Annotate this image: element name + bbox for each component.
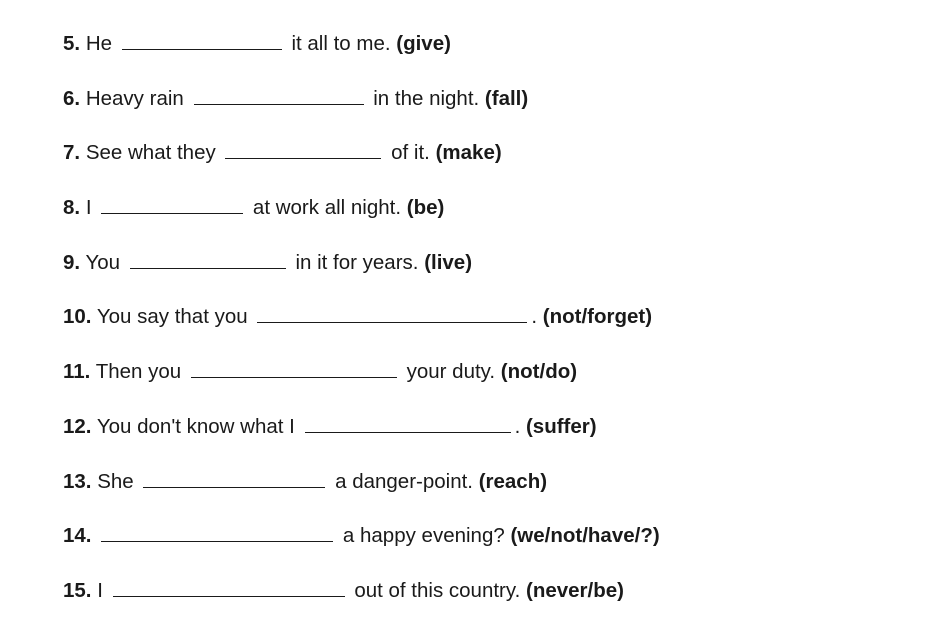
exercise-item bbox=[63, 468, 903, 523]
sentence-end: at work all night. bbox=[252, 196, 402, 220]
item-number: 15. bbox=[63, 578, 92, 602]
exercise-item bbox=[63, 522, 903, 577]
sentence-start: Heavy rain bbox=[85, 86, 184, 110]
verb-hint: (be) bbox=[406, 196, 445, 220]
sentence-start: You bbox=[85, 250, 121, 274]
sentence-start: I bbox=[85, 196, 92, 220]
verb-hint: (give) bbox=[396, 32, 451, 55]
answer-blank[interactable] bbox=[191, 358, 397, 378]
item-number: 7. bbox=[63, 141, 81, 165]
verb-hint: (fall) bbox=[484, 86, 529, 110]
verb-hint: (never/be) bbox=[526, 578, 624, 602]
sentence-end: a happy evening? bbox=[342, 524, 505, 548]
verb-hint: (not/forget) bbox=[542, 305, 653, 329]
answer-blank[interactable] bbox=[225, 139, 381, 159]
answer-blank[interactable] bbox=[130, 249, 286, 269]
answer-blank[interactable] bbox=[101, 194, 243, 214]
verb-hint: (suffer) bbox=[525, 414, 597, 438]
sentence-end: of it. bbox=[391, 141, 430, 165]
exercise-item bbox=[63, 194, 903, 249]
sentence-start: You say that you bbox=[96, 305, 248, 329]
sentence-end: out of this country. bbox=[354, 578, 521, 602]
sentence-start: Then you bbox=[95, 360, 182, 384]
item-number: 10. bbox=[63, 305, 92, 329]
sentence-start: She bbox=[97, 469, 134, 493]
exercise-item bbox=[63, 30, 903, 85]
item-number: 14. bbox=[63, 524, 92, 548]
answer-blank[interactable] bbox=[101, 522, 333, 542]
exercise-item bbox=[63, 85, 903, 140]
verb-hint: (we/not/have/?) bbox=[510, 524, 660, 548]
answer-blank[interactable] bbox=[143, 468, 325, 488]
sentence-end: it all to me. bbox=[291, 32, 391, 55]
verb-hint: (live) bbox=[424, 250, 473, 274]
item-number: 11. bbox=[63, 360, 91, 384]
answer-blank[interactable] bbox=[194, 85, 364, 105]
sentence-start: See what they bbox=[85, 141, 216, 165]
sentence-start: I bbox=[97, 578, 103, 602]
sentence-end: a danger-point. bbox=[335, 469, 473, 493]
item-number: 13. bbox=[63, 469, 92, 493]
item-number: 5. bbox=[63, 32, 81, 55]
sentence-end: in it for years. bbox=[295, 250, 419, 274]
item-number: 9. bbox=[63, 250, 81, 274]
verb-hint: (make) bbox=[435, 141, 502, 165]
exercise-item bbox=[63, 303, 903, 358]
sentence-end: in the night. bbox=[373, 86, 480, 110]
verb-hint: (reach) bbox=[478, 469, 548, 493]
sentence-end: . bbox=[514, 414, 521, 438]
sentence-end: . bbox=[531, 305, 538, 329]
sentence-end: your duty. bbox=[406, 360, 496, 384]
item-number: 8. bbox=[63, 196, 81, 220]
answer-blank[interactable] bbox=[122, 30, 282, 50]
exercise-item bbox=[63, 139, 903, 194]
verb-hint: (not/do) bbox=[500, 360, 578, 384]
sentence-start: He bbox=[85, 32, 113, 55]
exercise-item bbox=[63, 358, 903, 413]
answer-blank[interactable] bbox=[257, 303, 527, 323]
exercise-item bbox=[63, 413, 903, 468]
answer-blank[interactable] bbox=[305, 413, 511, 433]
exercise-item bbox=[63, 577, 903, 620]
sentence-start: You don't know what I bbox=[96, 414, 295, 438]
answer-blank[interactable] bbox=[113, 577, 345, 597]
exercise-list bbox=[63, 30, 903, 620]
item-number: 12. bbox=[63, 414, 92, 438]
item-number: 6. bbox=[63, 86, 81, 110]
exercise-item bbox=[63, 249, 903, 304]
